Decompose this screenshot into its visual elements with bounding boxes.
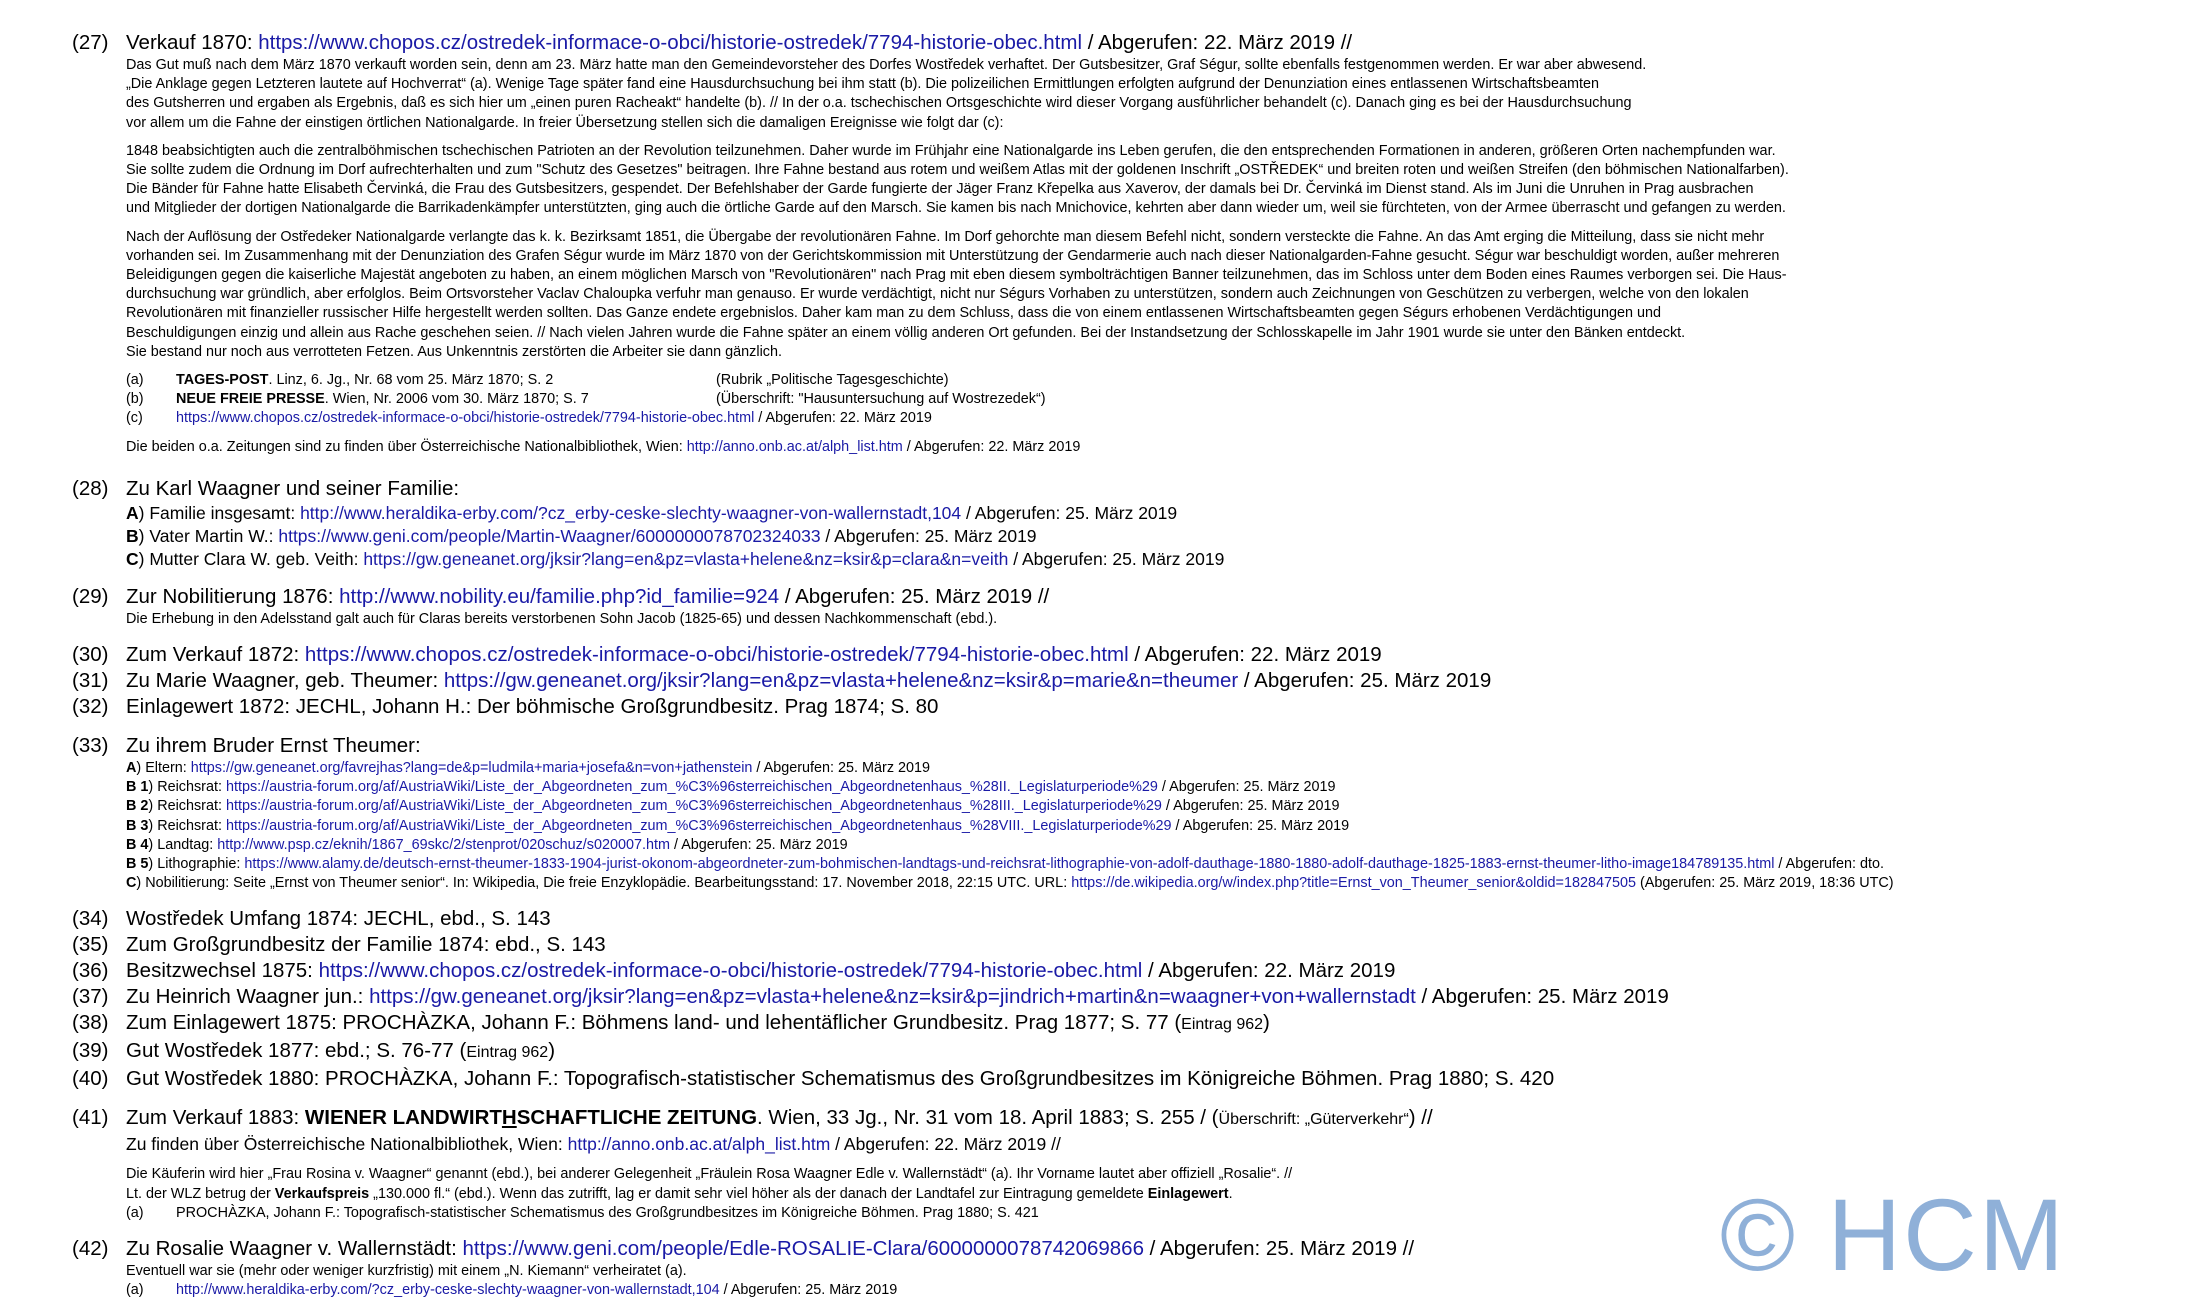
- sub-reference: [126, 548, 2192, 571]
- footnote-note: Eventuell war sie (mehr oder weniger kurzfristig) mit einem „N. Kiemann“ verheiratet (a).: [126, 1263, 687, 1280]
- sub-reference: [126, 817, 2192, 836]
- footnotes-document: [72, 30, 2192, 1301]
- sub-reference: [126, 797, 2192, 816]
- sub-text: ) Nobilitierung: Seite „Ernst von Theumer senior“. In: Wikipedia, Die freie Enzyklopädie. Bearbeitungsstand: 17. November 2018, 22:15 UTC. URL:: [136, 875, 1072, 892]
- sub-suffix: / Abgerufen: 25. März 2019: [670, 836, 848, 853]
- source-b: [126, 390, 2192, 409]
- footnote-number: (38): [72, 1011, 109, 1035]
- sub-link[interactable]: http://www.heraldika-erby.com/?cz_erby-ceske-slechty-waagner-von-wallernstadt,104: [300, 502, 962, 523]
- anno-link[interactable]: http://anno.onb.ac.at/alph_list.htm: [567, 1134, 831, 1155]
- sub-link[interactable]: https://www.geni.com/people/Martin-Waagner/6000000078702324033: [278, 525, 821, 546]
- footnote-suffix: ) //: [1408, 1106, 1433, 1130]
- footnote-number: (37): [72, 985, 109, 1009]
- source-details: / Abgerufen: 25. März 2019: [719, 1282, 898, 1299]
- sub-suffix: (Abgerufen: 25. März 2019, 18:36 UTC): [1636, 875, 1894, 892]
- footnote-link[interactable]: http://www.nobility.eu/familie.php?id_familie=924: [339, 584, 780, 608]
- footnote-suffix: / Abgerufen: 22. März 2019 //: [1082, 31, 1353, 54]
- entry-ref: Eintrag 962: [466, 1044, 549, 1062]
- footnote-text: Zum Verkauf 1872:: [126, 643, 305, 667]
- footnote-heading: Zu Karl Waagner und seiner Familie:: [126, 476, 460, 500]
- anno-text: Zu finden über Österreichische Nationalbibliothek, Wien:: [126, 1134, 568, 1155]
- sub-suffix: / Abgerufen: 25. März 2019: [1171, 817, 1350, 834]
- footnote-number: (40): [72, 1067, 109, 1091]
- sub-reference: [126, 525, 2192, 548]
- paragraph-line: Sie sollte zudem die Ordnung im Dorf aufrechterhalten und zum "Schutz des Gesetzes" beitragen. Ihre Fahne bestand aus rotem und weißem Atlas mit der goldenen Inschrift „OSTŘEDEK“ und breiten roten und weißen Streifen (den böhmischen Nationalfarben).: [126, 162, 1789, 179]
- sub-link[interactable]: https://austria-forum.org/af/AustriaWiki/Liste_der_Abgeordneten_zum_%C3%96sterreichischen_Abgeordnetenhaus_%28III._Legislaturperiode%29: [225, 798, 1162, 815]
- footnote-details: . Wien, 33 Jg., Nr. 31 vom 18. April 1883; S. 255 / (: [757, 1106, 1219, 1130]
- footnote-text: Einlagewert 1872: JECHL, Johann H.: Der böhmische Großgrundbesitz. Prag 1874; S. 80: [126, 695, 939, 719]
- sub-label: B 1: [126, 779, 149, 796]
- footnote-text: Zu Marie Waagner, geb. Theumer:: [126, 669, 444, 693]
- footnote-text: Wostředek Umfang 1874: JECHL, ebd., S. 143: [126, 907, 551, 931]
- note-bold: Verkaufspreis: [274, 1185, 370, 1202]
- footnote-number: (42): [72, 1237, 109, 1261]
- paragraph-line: durchsuchung war gründlich, aber erfolglos. Beim Ortsvorsteher Vaclav Chaloupka verfuhr man genauso. Er wurde verdächtigt, nicht nur Ségurs Vorhaben zu unterstützen, sondern auch Zeichnungen von Geschützen zu verbergen, welche von den lokalen: [126, 286, 1749, 303]
- footnote-number: (31): [72, 669, 109, 693]
- source-link[interactable]: https://www.chopos.cz/ostredek-informace-o-obci/historie-ostredek/7794-historie-obec.html: [176, 410, 755, 427]
- sub-link[interactable]: https://gw.geneanet.org/favrejhas?lang=de&p=ludmila+maria+josefa&n=von+jathenstein: [190, 760, 753, 777]
- footnote-text: Zum Großgrundbesitz der Familie 1874: ebd., S. 143: [126, 933, 606, 957]
- entry-ref: Eintrag 962: [1181, 1016, 1264, 1034]
- footnote-text: Zum Einlagewert 1875: PROCHÀZKA, Johann F.: Böhmens land- und lehentäflicher Grundbesitz. Prag 1877; S. 77 (: [126, 1011, 1182, 1035]
- paragraph-line: Das Gut muß nach dem März 1870 verkauft worden sein, denn am 23. März hatte man den Gemeindevorsteher des Dorfes Wostředek verhaftet. Der Gutsbesitzer, Graf Ségur, sollte ebenfalls festgenommen werden. Er war aber abwesend.: [126, 57, 1647, 73]
- footnote-suffix: / Abgerufen: 22. März 2019: [1142, 959, 1396, 983]
- source-details: . Linz, 6. Jg., Nr. 68 vom 25. März 1870; S. 2: [268, 372, 554, 389]
- anno-suffix: / Abgerufen: 22. März 2019 //: [830, 1134, 1061, 1155]
- paragraph-line: vorhanden sei. Im Zusammenhang mit der Denunziation des Grafen Ségur wurde im März 1870 von der Gerichtskommission mit Unterstützung der Gendarmerie auch nach dieser Nationalgarden-Fahne gesucht. Ségur war beschuldigt worden, außer mehreren: [126, 247, 1780, 264]
- sub-text: ) Reichsrat:: [148, 817, 226, 834]
- footnote-text: Zum Verkauf 1883:: [126, 1106, 305, 1130]
- source-label: (b): [126, 391, 144, 408]
- headline-note: Überschrift: „Güterverkehr“: [1218, 1111, 1409, 1129]
- footnote-34: [72, 906, 2192, 932]
- footnote-suffix: / Abgerufen: 25. März 2019 //: [1143, 1237, 1415, 1261]
- anno-text: Die beiden o.a. Zeitungen sind zu finden über Österreichische Nationalbibliothek, Wien:: [126, 438, 687, 455]
- sub-label: B 3: [126, 817, 149, 834]
- sub-text: ) Landtag:: [148, 836, 218, 853]
- paragraph-line: und Mitglieder der dortigen Nationalgarde die Barrikadenkämpfer unterstützten, ging auch die örtliche Garde auf den Marsch. Sie kamen bis nach Mnichovice, kehrten aber dann wieder um, weil sie fürchteten, von der Armee überrascht und gefangen zu werden.: [126, 200, 1786, 217]
- footnote-27: [72, 30, 2192, 457]
- paragraph-line: Die Bänder für Fahne hatte Elisabeth Červinká, die Frau des Gutsbesitzers, gespendet. Der Befehlshaber der Garde fungierte der Jäger Franz Křepelka aus Xaverov, der damals bei Dr. Červinká im Dienst stand. Als im Juni die Unruhen in Prag ausbrachen: [126, 181, 1754, 198]
- footnote-text: Gut Wostředek 1880: PROCHÀZKA, Johann F.: Topografisch-statistischer Schematismus des Großgrundbesitzes im Königreiche Böhmen. Prag 1880; S. 420: [126, 1067, 1555, 1091]
- footnote-39: [72, 1038, 2192, 1066]
- sub-reference: [126, 836, 2192, 855]
- footnote-31: [72, 668, 2192, 694]
- sub-text: ) Eltern:: [136, 760, 191, 777]
- sub-suffix: / Abgerufen: 25. März 2019: [1008, 548, 1225, 569]
- footnote-text: Zu Rosalie Waagner v. Wallernstädt:: [126, 1237, 463, 1261]
- anno-link[interactable]: http://anno.onb.ac.at/alph_list.htm: [686, 438, 903, 455]
- sub-link[interactable]: http://www.psp.cz/eknih/1867_69skc/2/stenprot/020schuz/s020007.htm: [217, 836, 670, 853]
- sub-label: B 4: [126, 836, 149, 853]
- footnote-suffix: ): [548, 1039, 556, 1063]
- paragraph-line: Sie bestand nur noch aus verrotteten Fetzen. Aus Unkenntnis zerstörten die Arbeiter sie dann gänzlich.: [126, 343, 782, 360]
- footnote-36: [72, 958, 2192, 984]
- footnote-number: (41): [72, 1106, 109, 1130]
- sub-reference: [126, 874, 2192, 893]
- note-text: „130.000 fl.“ (ebd.). Wenn das zutrifft, lag er damit sehr viel höher als der danach der Landtafel zur Eintragung gemeldete: [369, 1185, 1148, 1202]
- sub-label: A: [126, 502, 139, 523]
- sub-text: ) Mutter Clara W. geb. Veith:: [138, 548, 364, 569]
- footnote-link[interactable]: https://www.chopos.cz/ostredek-informace-o-obci/historie-ostredek/7794-historie-obec.html: [318, 959, 1143, 983]
- note-bold: Einlagewert: [1147, 1185, 1229, 1202]
- footnote-text: Zu Heinrich Waagner jun.:: [126, 985, 370, 1009]
- footnote-suffix: / Abgerufen: 25. März 2019: [1238, 669, 1492, 693]
- source-details: / Abgerufen: 22. März 2019: [754, 410, 932, 427]
- footnote-text: Besitzwechsel 1875:: [126, 959, 319, 983]
- sub-suffix: / Abgerufen: 25. März 2019: [1161, 798, 1340, 815]
- sub-text: ) Reichsrat:: [148, 779, 226, 796]
- sub-label: C: [126, 875, 137, 892]
- sub-suffix: / Abgerufen: 25. März 2019: [1157, 779, 1336, 796]
- footnote-number: (29): [72, 584, 109, 608]
- source-link[interactable]: http://www.heraldika-erby.com/?cz_erby-ceske-slechty-waagner-von-wallernstadt,104: [176, 1282, 720, 1299]
- footnote-number: (28): [72, 476, 109, 500]
- sub-reference: [126, 778, 2192, 797]
- footnote-32: [72, 694, 2192, 720]
- footnote-number: (30): [72, 643, 109, 667]
- footnote-link[interactable]: https://www.chopos.cz/ostredek-informace-o-obci/historie-ostredek/7794-historie-obec.html: [258, 31, 1082, 54]
- newspaper-title: WIENER LANDWIRT: [304, 1106, 502, 1130]
- footnote-37: [72, 984, 2192, 1010]
- footnote-number: (27): [72, 31, 109, 54]
- footnote-29: [72, 584, 2192, 629]
- sub-label: B 5: [126, 856, 149, 873]
- sub-label: A: [126, 760, 137, 777]
- sub-label: C: [126, 548, 139, 569]
- sub-suffix: / Abgerufen: 25. März 2019: [752, 760, 931, 777]
- footnote-link[interactable]: https://www.chopos.cz/ostredek-informace-o-obci/historie-ostredek/7794-historie-obec.html: [304, 643, 1129, 667]
- anno-line: [126, 438, 2192, 457]
- paragraph-line: vor allem um die Fahne der einstigen örtlichen Nationalgarde. In freier Übersetzung stellen sich die damaligen Ereignisse wie folgt dar (c):: [126, 114, 1004, 131]
- footnote-40: [72, 1066, 2192, 1092]
- sub-link[interactable]: https://de.wikipedia.org/w/index.php?title=Ernst_von_Theumer_senior&oldid=182847505: [1071, 875, 1636, 892]
- footnote-number: (36): [72, 959, 109, 983]
- footnote-heading: Zu ihrem Bruder Ernst Theumer:: [126, 734, 421, 758]
- source-label: (a): [126, 1204, 144, 1221]
- footnote-link[interactable]: https://www.geni.com/people/Edle-ROSALIE-Clara/6000000078742069866: [462, 1237, 1144, 1261]
- source-details: PROCHÀZKA, Johann F.: Topografisch-statistischer Schematismus des Großgrundbesitzes im Königreiche Böhmen. Prag 1880; S. 421: [176, 1204, 1039, 1221]
- sub-label: B: [126, 525, 139, 546]
- note-text: .: [1228, 1185, 1233, 1202]
- footnote-number: (34): [72, 907, 109, 931]
- sub-suffix: / Abgerufen: 25. März 2019: [820, 525, 1037, 546]
- footnote-link[interactable]: https://gw.geneanet.org/jksir?lang=en&pz=vlasta+helene&nz=ksir&p=jindrich+martin&n=waagner+von+wallernstadt: [369, 985, 1416, 1009]
- paragraph-line: Nach der Auflösung der Ostředeker Nationalgarde verlangte das k. k. Bezirksamt 1851, die Übergabe der revolutionären Fahne. Im Dorf gehorchte man diesem Befehl nicht, sondern versteckte die Fahne. An das Amt erging die Mitteilung, dass sie nicht mehr: [126, 228, 1765, 245]
- sub-text: ) Vater Martin W.:: [138, 525, 279, 546]
- source-label: (c): [126, 410, 143, 427]
- footnote-text: Zur Nobilitierung 1876:: [126, 584, 340, 608]
- sub-suffix: / Abgerufen: dto.: [1774, 856, 1885, 873]
- source-c: [126, 409, 2192, 428]
- sub-reference: [126, 759, 2192, 778]
- source-details: . Wien, Nr. 2006 vom 30. März 1870; S. 7: [324, 391, 589, 408]
- sub-label: B 2: [126, 798, 149, 815]
- paragraph-line: „Die Anklage gegen Letzteren lautete auf Hochverrat“ (a). Wenige Tage später fand eine Hausdurchsuchung bei ihm statt (b). Die polizeilichen Ermittlungen erfolgten aufgrund der Denunziation eines entlassenen Wirtschaftsbeamten: [126, 76, 1599, 93]
- paragraph-line: 1848 beabsichtigten auch die zentralböhmischen tschechischen Patrioten an der Revolution teilzunehmen. Daher wurde im Frühjahr eine Nationalgarde ins Leben gerufen, die den entsprechenden Formationen in anderen, größeren Orten nachempfunden war.: [126, 142, 1776, 159]
- footnote-33: [72, 733, 2192, 893]
- footnote-note: Die Erhebung in den Adelsstand galt auch für Claras bereits verstorbenen Sohn Jacob (1825-65) und dessen Nachkommenschaft (ebd.).: [126, 610, 998, 627]
- note-text: Lt. der WLZ betrug der: [126, 1185, 275, 1202]
- paragraph-line: Revolutionären mit finanzieller russischer Hilfe hergestellt werden sollten. Das Ganze endete ergebnislos. Daher kam man zu dem Schluss, dass die von einem entlassenen Wirtschaftsbeamten gegen Ségurs erhobenen Verdächtigungen und: [126, 305, 1662, 322]
- sub-link[interactable]: https://austria-forum.org/af/AustriaWiki/Liste_der_Abgeordneten_zum_%C3%96sterreichischen_Abgeordnetenhaus_%28VIII._Legislaturperiode%29: [225, 817, 1172, 834]
- footnote-number: (33): [72, 734, 109, 758]
- anno-suffix: / Abgerufen: 22. März 2019: [902, 438, 1081, 455]
- newspaper-title: SCHAFTLICHE ZEITUNG: [516, 1106, 758, 1130]
- footnote-38: [72, 1010, 2192, 1038]
- source-note: (Rubrik „Politische Tagesgeschichte): [716, 372, 949, 389]
- footnote-text: Verkauf 1870:: [126, 31, 259, 54]
- source-note: (Überschrift: "Hausuntersuchung auf Wostrezedek“): [716, 391, 1046, 408]
- sub-reference: [126, 855, 2192, 874]
- source-label: (a): [126, 372, 144, 389]
- source-a: [126, 371, 2192, 390]
- copyright-watermark: © HCM: [1720, 1178, 2066, 1292]
- footnote-30: [72, 642, 2192, 668]
- source-title: TAGES-POST: [176, 372, 269, 389]
- footnote-link[interactable]: https://gw.geneanet.org/jksir?lang=en&pz=vlasta+helene&nz=ksir&p=marie&n=theumer: [443, 669, 1239, 693]
- paragraph-line: des Gutsherren und ergaben als Ergebnis, daß es sich hier um „einen puren Racheakt“ handelte (b). // In der o.a. tschechischen Ortsgeschichte wird dieser Vorgang ausführlicher behandelt (c). Danach ging es bei der Hausdurchsuchung: [126, 95, 1632, 112]
- footnote-35: [72, 932, 2192, 958]
- sub-link[interactable]: https://austria-forum.org/af/AustriaWiki/Liste_der_Abgeordneten_zum_%C3%96sterreichischen_Abgeordnetenhaus_%28II._Legislaturperiode%29: [225, 779, 1158, 796]
- footnote-suffix: ): [1263, 1011, 1270, 1035]
- sub-text: ) Lithographie:: [148, 856, 245, 873]
- footnote-note: Die Käuferin wird hier „Frau Rosina v. Waagner“ genannt (ebd.), bei anderer Gelegenheit „Fräulein Rosa Waagner Edle v. Wallernstädt“ (a). Ihr Vorname lautet aber offiziell „Rosalie“. //: [126, 1166, 1293, 1183]
- source-label: (a): [126, 1282, 144, 1299]
- paragraph-line: Beleidigungen gegen die kaiserliche Majestät angeboten zu haben, an einem möglichen Marsch von "Revolutionären" nach Prag mit eben diesem symbolträchtigen Banner teilzunehmen, das im Schloss unter dem Boden eines Raumes verborgen sei. Die Haus-: [126, 267, 1787, 284]
- sub-text: ) Familie insgesamt:: [138, 502, 301, 523]
- footnote-28: [72, 476, 2192, 571]
- source-title: NEUE FREIE PRESSE: [176, 391, 325, 408]
- paragraph-line: Beschuldigungen einzig und allein aus Rache geschehen seien. // Nach vielen Jahren wurde die Fahne später an einem völlig anderen Ort gefunden. Bei der Instandsetzung der Schlosskapelle im Jahr 1901 wurde sie unter den Bänken entdeckt.: [126, 324, 1686, 341]
- footnote-suffix: / Abgerufen: 22. März 2019: [1128, 643, 1382, 667]
- footnote-number: (35): [72, 933, 109, 957]
- sub-link[interactable]: https://www.alamy.de/deutsch-ernst-theumer-1833-1904-jurist-okonom-abgeordneter-zum-bohmischen-landtags-und-reichsrat-lithographie-von-adolf-dauthage-1880-1880-adolf-dauthage-1825-1883-ernst-theumer-litho-image184789135.html: [244, 856, 1775, 873]
- footnote-suffix: / Abgerufen: 25. März 2019: [1415, 985, 1669, 1009]
- newspaper-title-underlined: H: [501, 1106, 517, 1130]
- sub-link[interactable]: https://gw.geneanet.org/jksir?lang=en&pz=vlasta+helene&nz=ksir&p=clara&n=veith: [363, 548, 1009, 569]
- footnote-number: (39): [72, 1039, 109, 1063]
- sub-suffix: / Abgerufen: 25. März 2019: [961, 502, 1178, 523]
- sub-reference: [126, 502, 2192, 525]
- footnote-suffix: / Abgerufen: 25. März 2019 //: [779, 584, 1050, 608]
- footnote-number: (32): [72, 695, 109, 719]
- footnote-text: Gut Wostředek 1877: ebd.; S. 76-77 (: [126, 1039, 467, 1063]
- sub-text: ) Reichsrat:: [148, 798, 226, 815]
